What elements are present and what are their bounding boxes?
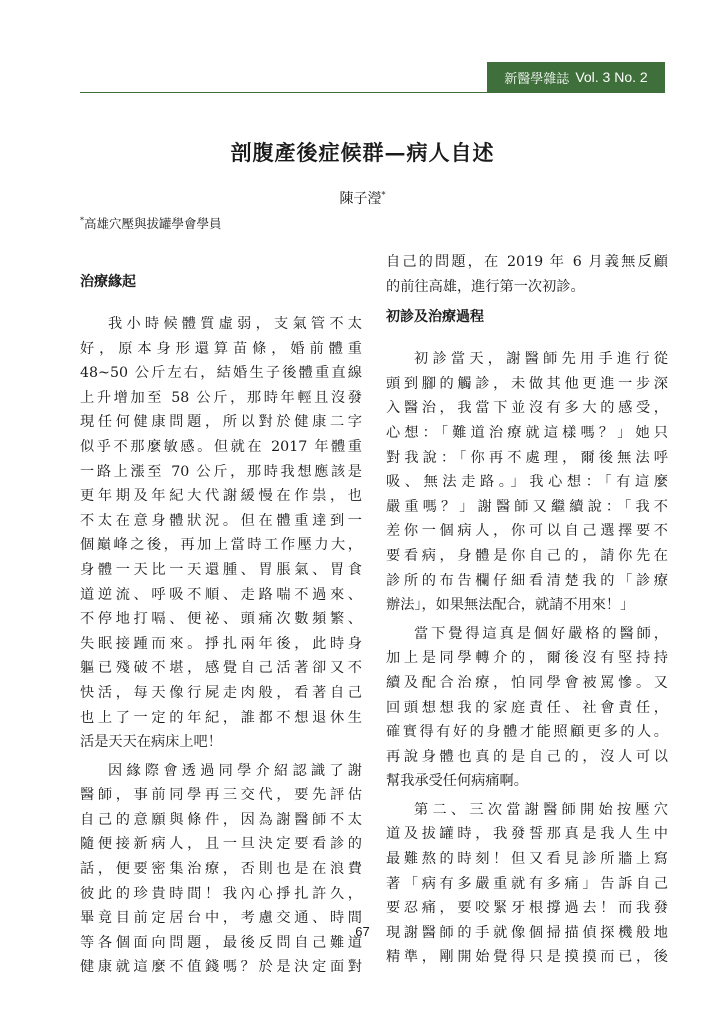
text-line: 隨便接新病人，且一旦決定要看診的 <box>80 836 362 853</box>
text-line: 辦法」，如果無法配合，就請不用來！」 <box>386 597 635 614</box>
text-line: 因緣際會透過同學介紹認識了謝 <box>108 762 362 779</box>
text-line: 好，原本身形還算苗條，婚前體重 <box>80 340 362 357</box>
paragraph <box>80 312 362 755</box>
affiliation <box>80 214 222 232</box>
text-line: 入醫治，我當下並沒有多大的感受， <box>386 400 668 417</box>
journal-volume: Vol. 3 No. 2 <box>575 69 648 85</box>
left-column <box>80 268 362 984</box>
text-line: 身體一天比一天還腫、胃脹氣、胃食 <box>80 561 362 578</box>
header-rule <box>80 92 665 93</box>
text-line: 要忍痛，要咬緊牙根撐過去！而我發 <box>386 900 668 917</box>
text-line: 現謝醫師的手就像個掃描偵探機般地 <box>386 924 668 941</box>
text-line: 著「病有多嚴重就有多痛」告訴自己 <box>386 875 668 892</box>
text-line: 不太在意身體狀況。但在體重達到一 <box>80 512 362 529</box>
text-line: 自己的問題，在 2019 年 6 月義無反顧 <box>386 254 668 270</box>
text-line: 幫我承受任何病痛啊。 <box>386 773 528 790</box>
paragraph <box>386 798 668 970</box>
text-line: 差你一個病人，你可以自己選擇要不 <box>386 523 668 540</box>
text-line: 現任何健康問題，所以對於健康二字 <box>80 414 362 431</box>
text-line: 頭到腳的觸診，未做其他更進一步深 <box>386 375 668 392</box>
affiliation-text: 高雄穴壓與拔罐學會學員 <box>84 216 222 231</box>
text-line: 話，便要密集治療，否則也是在浪費 <box>80 861 362 878</box>
text-line: 加上是同學轉介的，爾後沒有堅持持 <box>386 650 668 667</box>
section-heading-origin: 治療緣起 <box>80 274 136 290</box>
text-line: 更年期及年紀大代謝緩慢在作祟，也 <box>80 488 362 505</box>
journal-badge <box>487 62 665 92</box>
text-line: 48~50 公斤左右，結婚生子後體重直線 <box>80 365 362 382</box>
text-line: 診所的布告欄仔細看清楚我的「診療 <box>386 572 668 589</box>
text-line: 軀已殘破不堪，感覺自己活著卻又不 <box>80 660 362 677</box>
text-line: 確實得有好的身體才能照顧更多的人。 <box>386 724 668 741</box>
text-line: 等各個面向問題，最後反問自己難道 <box>80 934 362 951</box>
text-line: 彼此的珍貴時間！我內心掙扎許久， <box>80 885 362 902</box>
text-line: 個巔峰之後，再加上當時工作壓力大， <box>80 537 362 554</box>
text-line: 不停地打嗝、便祕、頭痛次數頻繁、 <box>80 611 362 628</box>
journal-name: 新醫學雜誌 <box>504 71 570 87</box>
section-heading-process: 初診及治療過程 <box>386 309 484 326</box>
author-name: 陳子瀅 <box>339 191 382 207</box>
text-line: 初診當天，謝醫師先用手進行從 <box>414 351 668 368</box>
text-line: 心想：「難道治療就這樣嗎？」她只 <box>386 424 668 441</box>
text-line: 一路上漲至 70 公斤，那時我想應該是 <box>80 463 362 480</box>
affiliation-footnote-mark: * <box>80 215 84 225</box>
text-line: 第二、三次當謝醫師開始按壓穴 <box>414 801 668 818</box>
text-line: 當下覺得這真是個好嚴格的醫師， <box>414 625 668 642</box>
text-line: 似乎不那麼敏感。但就在 2017 年體重 <box>80 438 362 455</box>
text-line: 活是天天在病床上吧！ <box>80 734 222 751</box>
text-line: 也上了一定的年紀，誰都不想退休生 <box>80 709 362 726</box>
text-line: 最難熬的時刻！但又看見診所牆上寫 <box>386 851 668 868</box>
text-line: 道及拔罐時，我發誓那真是我人生中 <box>386 826 668 843</box>
text-line: 醫師，事前同學再三交代，要先評估 <box>80 787 362 804</box>
author <box>0 188 725 208</box>
text-line: 要看病，身體是你自己的，請你先在 <box>386 547 668 564</box>
page-number: 67 <box>355 924 370 939</box>
text-line: 道逆流、呼吸不順、走路喘不過來、 <box>80 586 362 603</box>
article-title: 剖腹產後症候群—病人自述 <box>230 140 495 165</box>
text-line: 上升增加至 58 公斤，那時年輕且沒發 <box>80 389 362 406</box>
paragraph <box>386 622 668 794</box>
text-line: 對我說：「你再不處理，爾後無法呼 <box>386 449 668 466</box>
text-line: 畢竟目前定居台中，考慮交通、時間 <box>80 910 362 927</box>
text-line: 的前往高雄，進行第一次初診。 <box>386 278 585 295</box>
text-line: 回頭想想我的家庭責任、社會責任， <box>386 699 668 716</box>
author-footnote-mark: * <box>381 190 386 200</box>
text-line: 我小時候體質虛弱，支氣管不太 <box>108 316 362 332</box>
text-line: 嚴重嗎？」謝醫師又繼續說：「我不 <box>386 498 668 515</box>
text-line: 續及配合治療，怕同學會被罵慘。又 <box>386 674 668 691</box>
paragraph <box>386 250 668 299</box>
text-line: 快活，每天像行屍走肉般，看著自己 <box>80 684 362 701</box>
paragraph <box>386 347 668 618</box>
text-line: 健康就這麼不值錢嗎？於是決定面對 <box>80 959 362 976</box>
text-line: 精準，剛開始覺得只是摸摸而已，後 <box>386 949 668 966</box>
right-column <box>386 250 668 974</box>
text-line: 自己的意願與條件，因為謝醫師不太 <box>80 811 362 828</box>
text-line: 失眠接踵而來。掙扎兩年後，此時身 <box>80 635 362 652</box>
text-line: 再說身體也真的是自己的，沒人可以 <box>386 748 668 765</box>
paragraph <box>80 759 362 980</box>
text-line: 吸、無法走路。」我心想：「有這麼 <box>386 474 668 491</box>
